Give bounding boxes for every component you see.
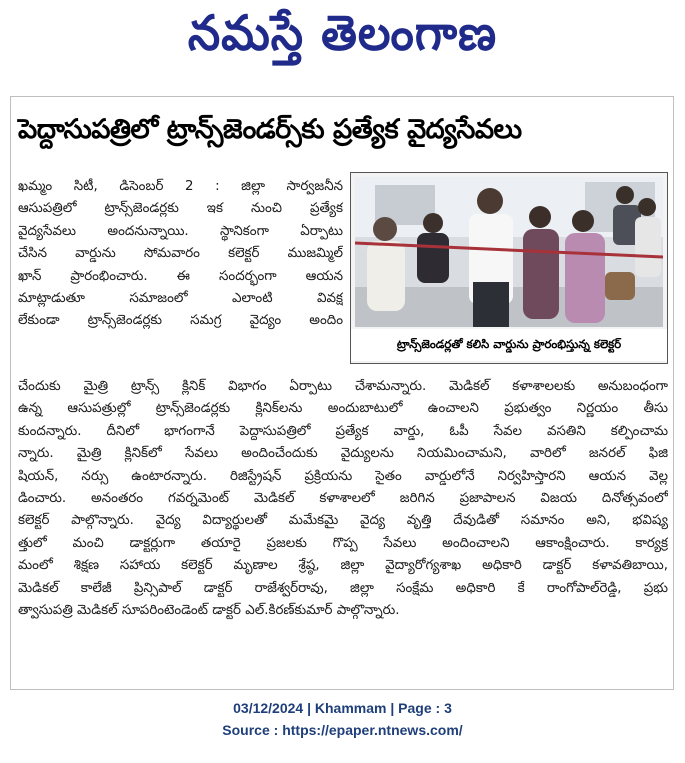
body-line: వైద్యసేవలు అందనున్నాయి. స్థానికంగా ఏర్పాటు [18, 223, 343, 239]
footer-date-edition: 03/12/2024 | Khammam | Page : 3 [233, 700, 452, 716]
body-line: ఆసుపత్రిలో ట్రాన్స్‌జెండర్లకు ఇక నుంచి ప్రత్యేక [18, 201, 343, 217]
body-line: న్నారు. మైత్రి క్లినిక్‌లో సేవలు అందించేందుకు వైద్యులను నియమించామని, వారిలో జనరల్ ఫిజి [18, 446, 668, 462]
body-line: ఖాన్ ప్రారంభించారు. ఈ సందర్భంగా ఆయన [18, 268, 343, 284]
article-photo [350, 172, 668, 364]
article-body-narrow [18, 176, 343, 333]
newspaper-logo: నమస్తే తెలంగాణ [187, 4, 498, 62]
masthead [0, 0, 685, 78]
article-body-wide [18, 376, 668, 622]
body-line: మంలో శిక్షణ సహాయ కలెక్టర్ మృణాల శ్రేష్ఠ, జిల్లా వైద్యారోగ్యశాఖ అధికారి డాక్టర్ కళావతిబాయి, [18, 558, 668, 574]
body-line: త్వాసుపత్రి మెడికల్ సూపరింటెండెంట్ డాక్టర్ ఎల్.కిరణ్‌కుమార్ పాల్గొన్నారు. [18, 602, 400, 618]
ribbon-cutting-photo [355, 177, 663, 327]
body-line: మెడికల్ కాలేజీ ప్రిన్సిపాల్ డాక్టర్ రాజేశ్వర్‌రావు, జిల్లా సంక్షేమ అధికారి కే రాంగోపాల్‌రెడ్డి, ప్రభు [18, 580, 668, 596]
body-line: కుందన్నారు. దీనిలో భాగంగానే పెద్దాసుపత్రిలో ప్రత్యేక వార్డు, ఓపీ సేవల వసతిని కల్పించామ [18, 423, 668, 439]
body-line: త్తులో మంచి డాక్టర్లుగా తయారై ప్రజలకు గొప్ప సేవలు అందించాలని ఆకాంక్షించారు. కార్యక్ర [18, 535, 668, 551]
body-line: మాట్లాడుతూ సమాజంలో ఎలాంటి వివక్ష [18, 290, 343, 306]
body-line: ఖమ్మం సిటీ, డిసెంబర్ 2 : జిల్లా సార్వజనీన [18, 179, 343, 194]
body-line: చేసిన వార్డును సోమవారం కలెక్టర్ ముజమ్మిల్ [18, 246, 343, 262]
article-headline: పెద్దాసుపత్రిలో ట్రాన్స్‌జెండర్స్‌కు ప్రత్యేక వైద్యసేవలు [18, 114, 522, 145]
body-line: షియన్, నర్సు ఉంటారన్నారు. రిజిస్ట్రేషన్ ప్రక్రియను సైతం వార్డులోనే నిర్వహిస్తారని ఆయన వెల్ల [18, 468, 668, 484]
body-line: కలెక్టర్ పాల్గొన్నారు. వైద్య విద్యార్థులతో మమేకమై వైద్య వృత్తి దేవుడితో సమానం అని, భవిష్య [18, 513, 668, 529]
footer-source: Source : https://epaper.ntnews.com/ [222, 722, 463, 738]
body-line: చేందుకు మైత్రి ట్రాన్స్ క్లినిక్ విభాగం ఏర్పాటు చేశామన్నారు. మెడికల్ కళాశాలలకు అనుబంధంగా [18, 379, 668, 394]
photo-caption: ట్రాన్స్‌జెండర్లతో కలిసి వార్డును ప్రారంభిస్తున్న కలెక్టర్ [351, 329, 667, 361]
body-line: ఉన్న ఆసుపత్రుల్లో ట్రాన్స్‌జెండర్లకు క్లినిక్‌లను అందుబాటులో ఉంచాలని ప్రభుత్వం నిర్ణయం తీసు [18, 401, 668, 417]
body-line: డించారు. అనంతరం గవర్నమెంట్ మెడికల్ కళాశాలలో జరిగిన ప్రజాపాలన విజయ దినోత్సవంలో [18, 490, 668, 506]
body-line: లేకుండా ట్రాన్స్‌జెండర్లకు సమగ్ర వైద్యం అందిం [18, 313, 343, 329]
